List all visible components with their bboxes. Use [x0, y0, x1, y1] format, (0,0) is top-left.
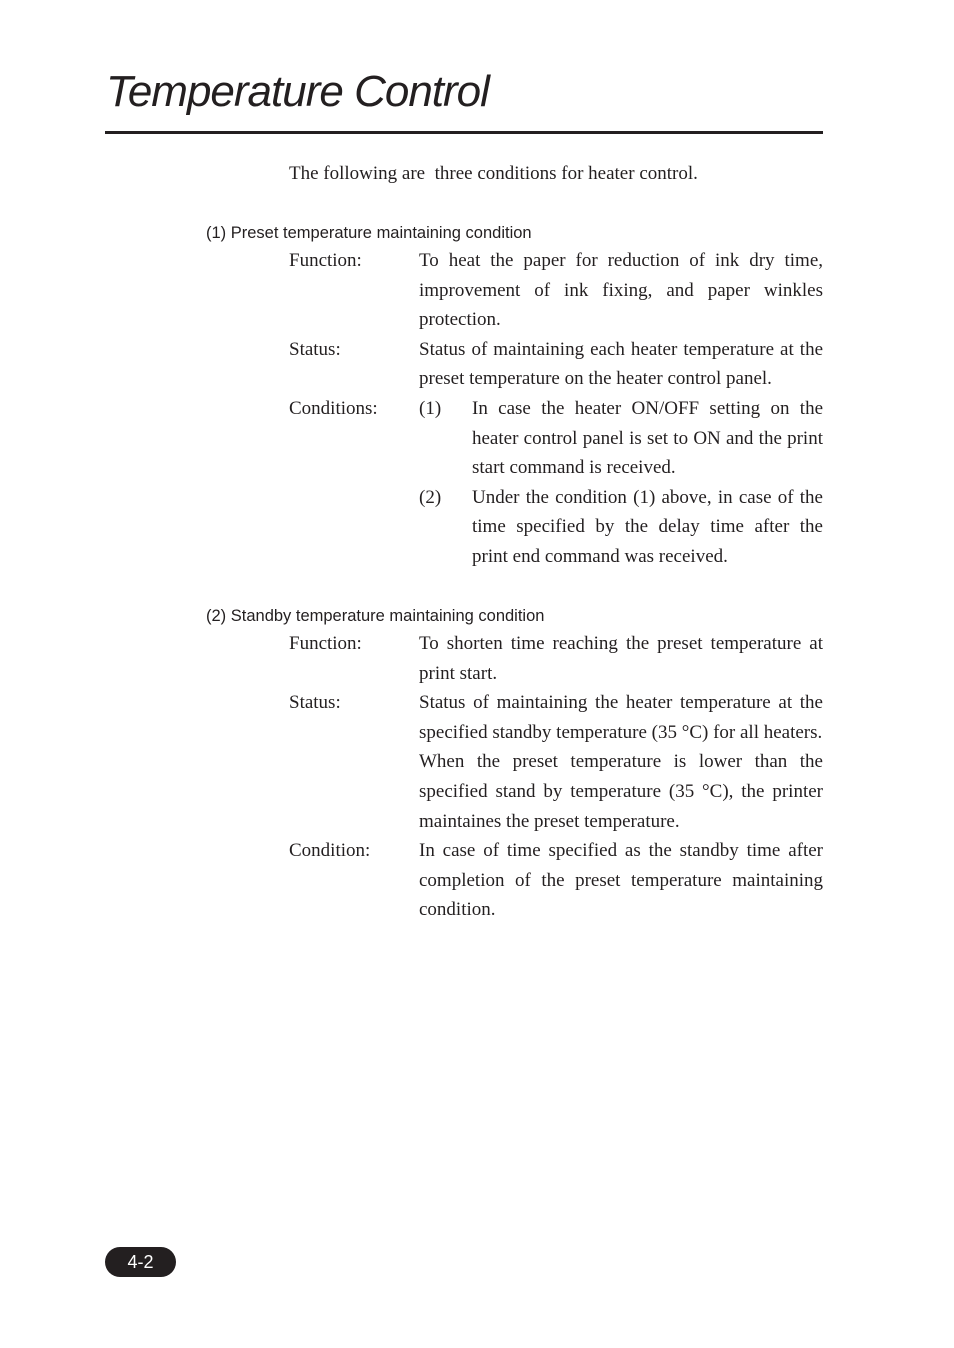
- status-label: Status:: [289, 338, 341, 360]
- condition-text: In case of time specified as the standby time after completion of the preset temperature maintaining condition.: [419, 840, 823, 921]
- condition-number: (2): [419, 486, 442, 508]
- condition-item: [419, 394, 823, 483]
- condition-text: In case the heater ON/OFF setting on the heater control panel is set to ON and the print start command is received.: [472, 397, 823, 479]
- condition-row: [289, 836, 823, 925]
- section-heading-standby: (2) Standby temperature maintaining condition: [206, 607, 545, 625]
- section-body-standby: [289, 629, 823, 925]
- function-row: [289, 246, 823, 335]
- function-text: To shorten time reaching the preset temperature at print start.: [419, 633, 823, 684]
- conditions-list: [419, 394, 823, 572]
- function-row: [289, 629, 823, 688]
- page-title: Temperature Control: [106, 67, 489, 116]
- condition-item: [419, 483, 823, 572]
- status-paragraph: When the preset temperature is lower than the specified stand by temperature (35 °C), the printer maintaines the preset temperature.: [419, 751, 823, 832]
- status-label: Status:: [289, 692, 341, 714]
- condition-text: Under the condition (1) above, in case of the time specified by the delay time after the print end command was received.: [472, 486, 823, 567]
- function-label: Function:: [289, 633, 362, 654]
- section-body-preset: [289, 246, 823, 572]
- condition-number: (1): [419, 397, 442, 419]
- status-row: [289, 688, 823, 836]
- status-text: Status of maintaining each heater temperature at the preset temperature on the heater control panel.: [419, 338, 823, 390]
- function-label: Function:: [289, 250, 362, 271]
- page-number-badge: 4-2: [105, 1247, 176, 1277]
- intro-text: The following are three conditions for heater control.: [289, 163, 698, 184]
- condition-label: Condition:: [289, 840, 371, 862]
- title-rule: [105, 131, 823, 134]
- conditions-label: Conditions:: [289, 397, 378, 419]
- conditions-row: [289, 394, 823, 572]
- status-text: [419, 688, 823, 836]
- section-heading-preset: (1) Preset temperature maintaining condition: [206, 224, 532, 242]
- status-row: [289, 335, 823, 394]
- function-text: To heat the paper for reduction of ink dry time, improvement of ink fixing, and paper winkles protection.: [419, 250, 823, 331]
- status-paragraph: Status of maintaining the heater temperature at the specified standby temperature (35 °C) for all heaters.: [419, 692, 823, 743]
